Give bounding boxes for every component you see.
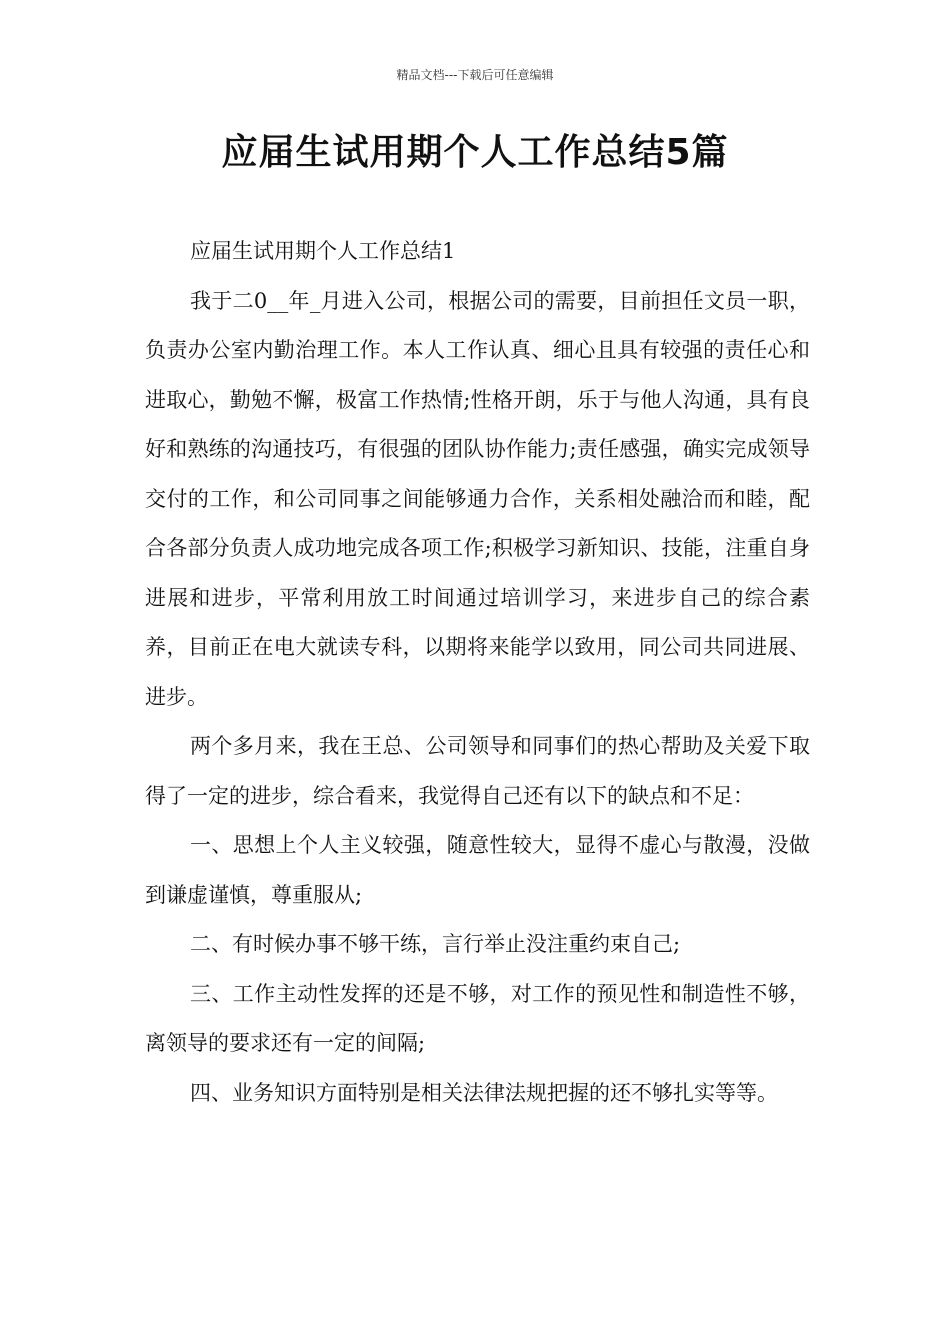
section-heading: 应届生试用期个人工作总结1 bbox=[190, 239, 456, 263]
list-item-2: 二、有时候办事不够干练，言行举止没注重约束自己; bbox=[190, 932, 681, 956]
paragraph-shortcomings-intro: 两个多月来，我在王总、公司领导和同事们的热心帮助及关爱下取得了一定的进步，综合看来，我觉得自己还有以下的缺点和不足： bbox=[145, 734, 810, 808]
header-note: 精品文档---下载后可任意编辑 bbox=[396, 68, 554, 82]
paragraph-intro: 我于二0__年_月进入公司，根据公司的需要，目前担任文员一职，负责办公室内勤治理工作。本人工作认真、细心且具有较强的责任心和进取心，勤勉不懈，极富工作热情;性格开朗，乐于与他人沟通，具有良好和熟练的沟通技巧，有很强的团队协作能力;责任感强，确实完成领导交付的工作，和公司同事之间能够通力合作，关系相处融洽而和睦，配合各部分负责人成功地完成各项工作;积极学习新知识、技能，注重自身进展和进步，平常利用放工时间通过培训学习，来进步自己的综合素养，目前正在电大就读专科，以期将来能学以致用，同公司共同进展、进步。 bbox=[145, 288, 810, 709]
list-item-4: 四、业务知识方面特别是相关法律法规把握的还不够扎实等等。 bbox=[190, 1080, 778, 1105]
document-title: 应届生试用期个人工作总结5篇 bbox=[221, 132, 729, 173]
document-body bbox=[145, 227, 810, 1118]
list-item-1: 一、思想上个人主义较强，随意性较大，显得不虚心与散漫，没做到谦虚谨慎，尊重服从; bbox=[145, 833, 810, 907]
list-item-3: 三、工作主动性发挥的还是不够，对工作的预见性和制造性不够，离领导的要求还有一定的间隔; bbox=[145, 981, 810, 1055]
